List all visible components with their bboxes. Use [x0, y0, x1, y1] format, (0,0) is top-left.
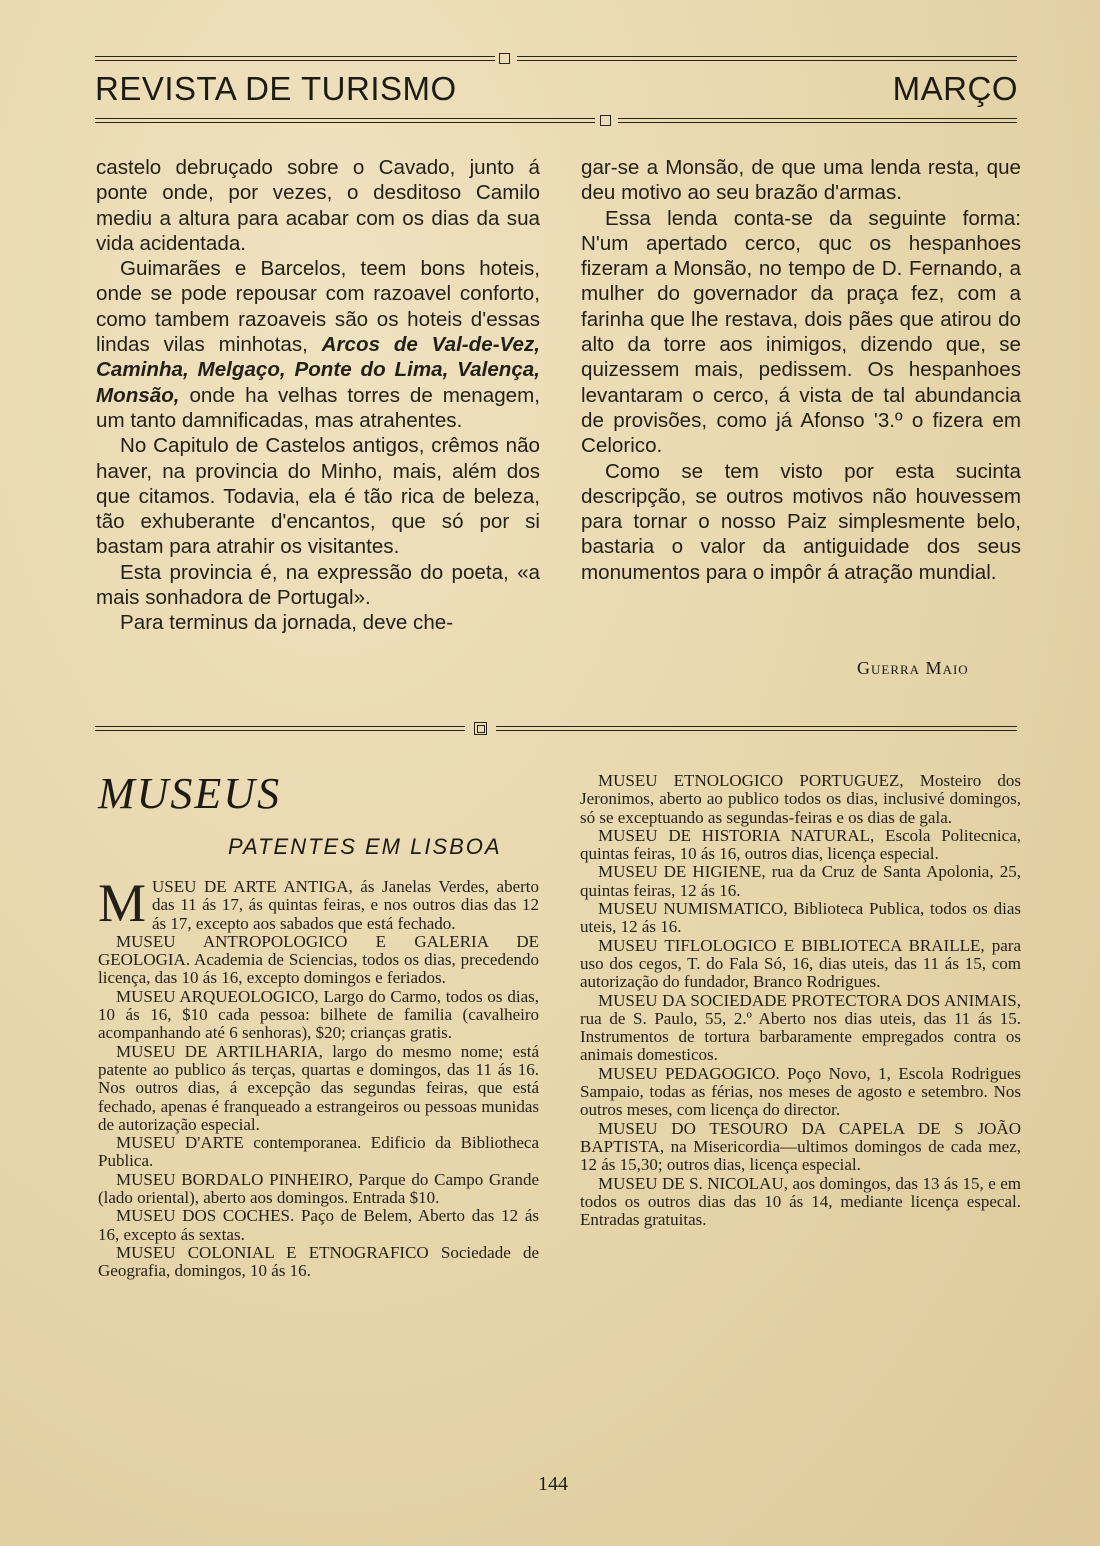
author-signature: Guerra Maio: [857, 658, 969, 678]
museum-entry: MUSEU ARQUEOLOGICO, Largo do Carmo, todos os dias, 10 ás 16, $10 cada pessoa: bilhete de familia (cavalheiro acompanhando até 6 senhoras), $20; crianças gratis.: [98, 986, 539, 1043]
drop-cap: M: [98, 873, 147, 933]
header-top-rule-right: [517, 56, 1017, 61]
museus-column-left: [98, 873, 539, 1281]
article-paragraph: Esta provincia é, na expressão do poeta, «a mais sonhadora de Portugal».: [96, 560, 540, 610]
museum-entry: MUSEU PEDAGOGICO. Poço Novo, 1, Escola Rodrigues Sampaio, todas as férias, nos meses de agosto e setembro. Nos outros meses, com licença do director.: [580, 1063, 1021, 1120]
article-column-left: [96, 155, 540, 636]
museus-subheading: PATENTES EM LISBOA: [228, 834, 502, 859]
museum-entry: USEU DE ARTE ANTIGA, ás Janelas Verdes, aberto das 11 ás 17, ás quintas feiras, e nos outros dias das 12 ás 17, excepto aos sabados que está fechado.: [152, 877, 539, 933]
museus-column-right: [580, 772, 1021, 1229]
header-bottom-ornament: [600, 115, 611, 126]
town-list: Arcos de Val-de-Vez, Caminha, Melgaço, Ponte do Lima, Valença, Monsão,: [96, 333, 540, 407]
museum-entry: MUSEU NUMISMATICO, Biblioteca Publica, todos os dias uteis, 12 ás 16.: [580, 899, 1021, 937]
page-number: 144: [538, 1473, 568, 1495]
museum-entry: MUSEU ANTROPOLOGICO E GALERIA DE GEOLOGIA. Academia de Sciencias, todos os dias, precedendo licença, das 10 ás 16, excepto domingos e feriados.: [98, 931, 539, 988]
article-paragraph: Para terminus da jornada, deve che-: [120, 611, 454, 635]
article-paragraph: castelo debruçado sobre o Cavado, junto á ponte onde, por vezes, o desditoso Camilo mediu a altura para acabar com os dias da sua vida acidentada.: [96, 156, 540, 255]
museum-entry: MUSEU DA SOCIEDADE PROTECTORA DOS ANIMAIS, rua de S. Paulo, 55, 2.º Aberto nos dias uteis, das 11 ás 15. Instrumentos de tortura barbaramente empregados contra os animais domesticos.: [580, 990, 1021, 1065]
museum-entry: MUSEU ETNOLOGICO PORTUGUEZ, Mosteiro dos Jeronimos, aberto ao publico todos os dias, inclusivé domingos, só se exceptuando as segundas-feiras e os dias de gala.: [580, 771, 1021, 827]
museum-entry: MUSEU TIFLOLOGICO E BIBLIOTECA BRAILLE, para uso dos cegos, T. do Fala Só, 16, dias uteis, das 11 ás 15, com autorização do fundador, Branco Rodrigues.: [580, 935, 1021, 992]
article-paragraph: gar-se a Monsão, de que uma lenda resta, que deu motivo ao seu brazão d'armas.: [581, 156, 1021, 205]
article-paragraph: No Capitulo de Castelos antigos, crêmos não haver, na provincia do Minho, mais, além dos que citamos. Todavia, ela é tão rica de beleza, tão exhuberante d'encantos, que só por si bastam para atrahir os visitantes.: [96, 434, 540, 559]
header-top-rule: [95, 56, 495, 61]
header-bottom-rule-right: [618, 118, 1017, 123]
article-paragraph: Como se tem visto por esta sucinta descripção, se outros motivos não houvessem para tornar o nosso Paiz simplesmente belo, bastaria o valor da antiguidade dos seus monumentos para o impôr á atração mundial.: [581, 459, 1021, 584]
section-rule-left: [95, 726, 465, 731]
museum-entry: MUSEU DE HIGIENE, rua da Cruz de Santa Apolonia, 25, quintas feiras, 12 ás 16.: [580, 862, 1021, 900]
header-top-ornament: [499, 53, 510, 64]
museum-entry: MUSEU COLONIAL E ETNOGRAFICO Sociedade de Geografia, domingos, 10 ás 16.: [98, 1242, 539, 1281]
article-paragraph: Essa lenda conta-se da seguinte forma: N'um apertado cerco, quc os hespanhoes fizeram a Monsão, no tempo de D. Fernando, a mulher do governador da praça fez, com a farinha que lhe restava, dois pães que atirou do alto da torre aos inimigos, dizendo que, se quizessem mais, pedissem. Os hespanhoes levantaram o cerco, á vista de tal abundancia de provisões, como já Afonso '3.º o fizera em Celorico.: [581, 206, 1021, 458]
magazine-title: REVISTA DE TURISMO: [95, 70, 457, 107]
museus-heading: MUSEUS: [98, 769, 282, 818]
museum-entry: MUSEU DE S. NICOLAU, aos domingos, das 13 ás 15, e em todos os outros dias das 10 ás 14, mediante licença especal. Entradas gratuitas.: [580, 1173, 1021, 1230]
article-paragraph: Guimarães e Barcelos, teem bons hoteis, onde se pode repousar com razoavel conforto, como tambem razoaveis são os hoteis d'essas lindas vilas minhotas,: [96, 257, 540, 357]
article-column-right: [581, 155, 1021, 585]
issue-month: MARÇO: [892, 70, 1018, 107]
museum-entry: MUSEU DOS COCHES. Paço de Belem, Aberto das 12 ás 16, excepto ás sextas.: [98, 1206, 539, 1244]
museum-entry: MUSEU BORDALO PINHEIRO, Parque do Campo Grande (lado oriental), aberto aos domingos. Entrada $10.: [98, 1169, 539, 1208]
header-bottom-rule: [95, 118, 595, 123]
article-paragraph: onde ha velhas torres de menagem, um tanto damnificadas, mas atrahentes.: [96, 383, 540, 432]
museum-entry: MUSEU DE HISTORIA NATURAL, Escola Politecnica, quintas feiras, 10 ás 16, outros dias, licença especial.: [580, 825, 1021, 864]
museum-entry: MUSEU D'ARTE contemporanea. Edificio da Bibliotheca Publica.: [98, 1133, 539, 1171]
section-rule-right: [496, 726, 1017, 731]
section-ornament: [474, 722, 487, 735]
museum-entry: MUSEU DE ARTILHARIA, largo do mesmo nome; está patente ao publico ás terças, quartas e domingos, das 11 ás 16. Nos outros dias, á excepção das segundas feiras, que está fechado, apenas é franqueado a estrangeiros ou pessoas munidas de autorização especial.: [98, 1041, 539, 1134]
museum-entry: MUSEU DO TESOURO DA CAPELA DE S JOÃO BAPTISTA, na Misericordia—ultimos domingos de cada mez, 12 ás 15,30; outros dias, licença especial.: [580, 1118, 1021, 1175]
